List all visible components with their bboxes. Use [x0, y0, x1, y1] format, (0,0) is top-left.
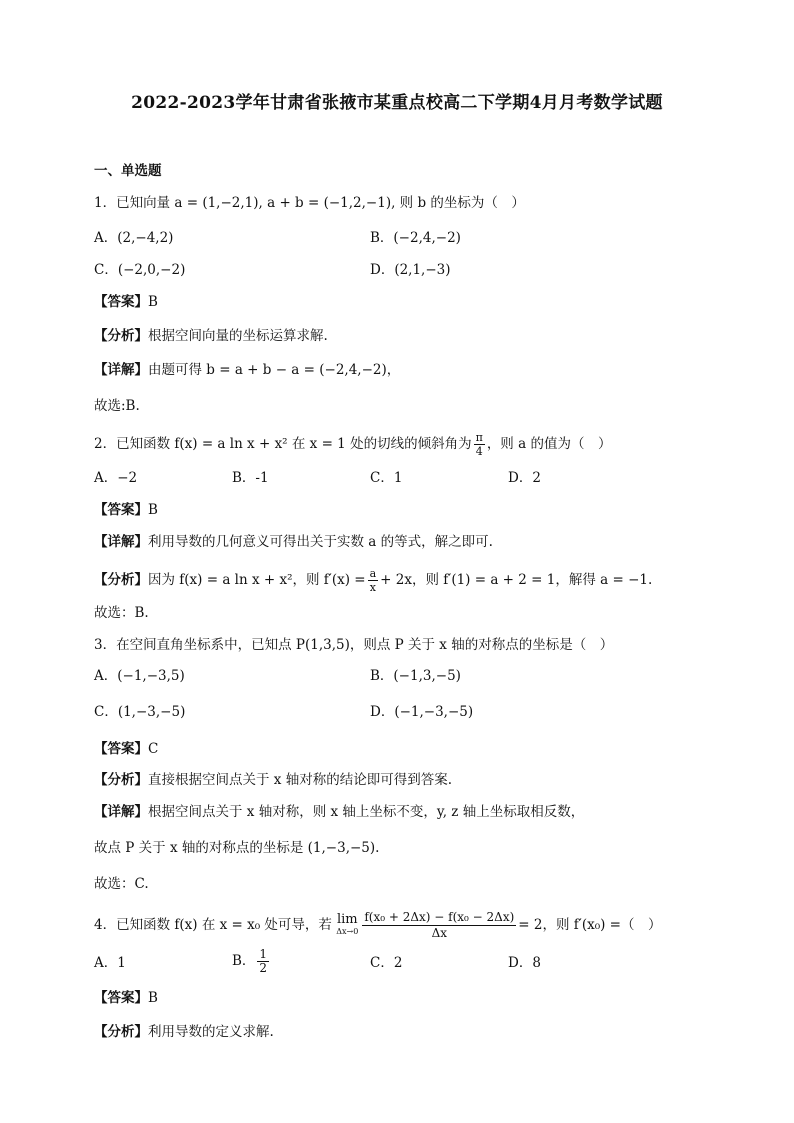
q4-analysis	[94, 1023, 274, 1041]
answer-value: C	[148, 741, 159, 757]
q4-option-b	[232, 948, 271, 975]
detail-text: 根据空间点关于 x 轴对称，则 x 轴上坐标不变，y, z 轴上坐标取相反数，	[148, 804, 585, 820]
q2-option-c: C．1	[370, 470, 403, 486]
answer-tag: 【答案】	[94, 741, 148, 757]
q2-answer	[94, 501, 158, 519]
page-title: 2022-2023学年甘肃省张掖市某重点校高二下学期4月月考数学试题	[131, 93, 663, 113]
q3-detail	[94, 803, 584, 821]
analysis-text: 直接根据空间点关于 x 轴对称的结论即可得到答案.	[148, 772, 452, 788]
analysis-post: + 2x，则 f′(1) = a + 2 = 1，解得 a = −1.	[380, 572, 653, 588]
q1-option-a: A．(2,−4,2)	[94, 230, 174, 246]
q4-option-d: D．8	[508, 955, 541, 971]
analysis-text: 利用导数的定义求解.	[148, 1024, 274, 1040]
q1-conclusion: 故选:B.	[94, 398, 140, 414]
limit-subscript: Δx→0	[336, 926, 359, 936]
section-heading: 一、单选题	[94, 163, 162, 179]
fraction-denominator: 2	[259, 961, 268, 975]
fraction-numerator: 1	[259, 947, 268, 961]
analysis-tag: 【分析】	[94, 1024, 148, 1040]
q4-option-c: C．2	[370, 955, 403, 971]
one-half-fraction	[257, 948, 269, 975]
fraction-denominator: x	[369, 581, 376, 594]
q3-analysis	[94, 771, 452, 789]
q2-stem-pre: 2．已知函数 f(x) = a ln x + x² 在 x = 1 处的切线的倾斜角为	[94, 436, 472, 452]
q2-analysis	[94, 567, 652, 594]
q2-conclusion: 故选：B.	[94, 605, 149, 621]
q3-option-d: D．(−1,−3,−5)	[370, 704, 474, 720]
q1-detail	[94, 361, 400, 379]
answer-tag: 【答案】	[94, 294, 148, 310]
answer-value: B	[148, 502, 158, 518]
q4-stem	[94, 910, 662, 941]
fraction-denominator: Δx	[431, 926, 448, 940]
analysis-tag: 【分析】	[94, 772, 148, 788]
answer-tag: 【答案】	[94, 502, 148, 518]
fraction-numerator: f(x₀ + 2Δx) − f(x₀ − 2Δx)	[364, 910, 515, 924]
q2-option-d: D．2	[508, 470, 541, 486]
detail-tag: 【详解】	[94, 804, 148, 820]
analysis-pre: 因为 f(x) = a ln x + x²，则 f′(x) =	[148, 572, 366, 588]
q1-option-b: B．(−2,4,−2)	[370, 230, 461, 246]
q3-option-b: B．(−1,3,−5)	[370, 668, 461, 684]
analysis-tag: 【分析】	[94, 572, 148, 588]
answer-value: B	[148, 294, 158, 310]
q1-answer	[94, 293, 158, 311]
q1-option-c: C．(−2,0,−2)	[94, 262, 186, 278]
q1-option-d: D．(2,1,−3)	[370, 262, 451, 278]
detail-tag: 【详解】	[94, 362, 148, 378]
q2-option-b: B．-1	[232, 470, 269, 486]
pi-over-4-fraction	[474, 431, 485, 458]
difference-quotient-fraction	[362, 910, 516, 941]
q2-detail	[94, 533, 493, 551]
fraction-denominator: 4	[475, 445, 483, 458]
q2-option-a: A．−2	[94, 470, 138, 486]
q3-option-c: C．(1,−3,−5)	[94, 704, 186, 720]
limit-operator	[336, 911, 359, 938]
q2-stem	[94, 431, 611, 458]
q1-stem: 1．已知向量 a = (1,−2,1), a + b = (−1,2,−1), 则 b 的坐标为（ ）	[94, 195, 525, 211]
q3-option-a: A．(−1,−3,5)	[94, 668, 185, 684]
q4-option-a: A．1	[94, 955, 126, 971]
option-b-label: B．	[232, 953, 256, 969]
q4-stem-pre: 4．已知函数 f(x) 在 x = x₀ 处可导，若	[94, 917, 332, 933]
detail-text: 利用导数的几何意义可得出关于实数 a 的等式，解之即可.	[148, 534, 493, 550]
q1-analysis	[94, 327, 328, 345]
answer-tag: 【答案】	[94, 990, 148, 1006]
q4-answer	[94, 989, 158, 1007]
q3-answer	[94, 740, 158, 758]
q3-detail-continued: 故点 P 关于 x 轴的对称点的坐标是 (1,−3,−5).	[94, 840, 380, 856]
detail-tag: 【详解】	[94, 534, 148, 550]
q2-stem-post: ，则 a 的值为（ ）	[486, 436, 612, 452]
fraction-numerator: a	[369, 567, 377, 580]
limit-word: lim	[336, 911, 358, 927]
detail-text: 由题可得 b = a + b − a = (−2,4,−2)，	[148, 362, 401, 378]
q3-stem: 3．在空间直角坐标系中，已知点 P(1,3,5)，则点 P 关于 x 轴的对称点的坐标是（ ）	[94, 637, 614, 653]
fraction-numerator: π	[475, 431, 483, 444]
answer-value: B	[148, 990, 158, 1006]
a-over-x-fraction	[368, 567, 379, 594]
analysis-text: 根据空间向量的坐标运算求解.	[148, 328, 328, 344]
q4-stem-post: = 2，则 f′(x₀) =（ ）	[518, 917, 662, 933]
q3-conclusion: 故选：C.	[94, 876, 149, 892]
analysis-tag: 【分析】	[94, 328, 148, 344]
